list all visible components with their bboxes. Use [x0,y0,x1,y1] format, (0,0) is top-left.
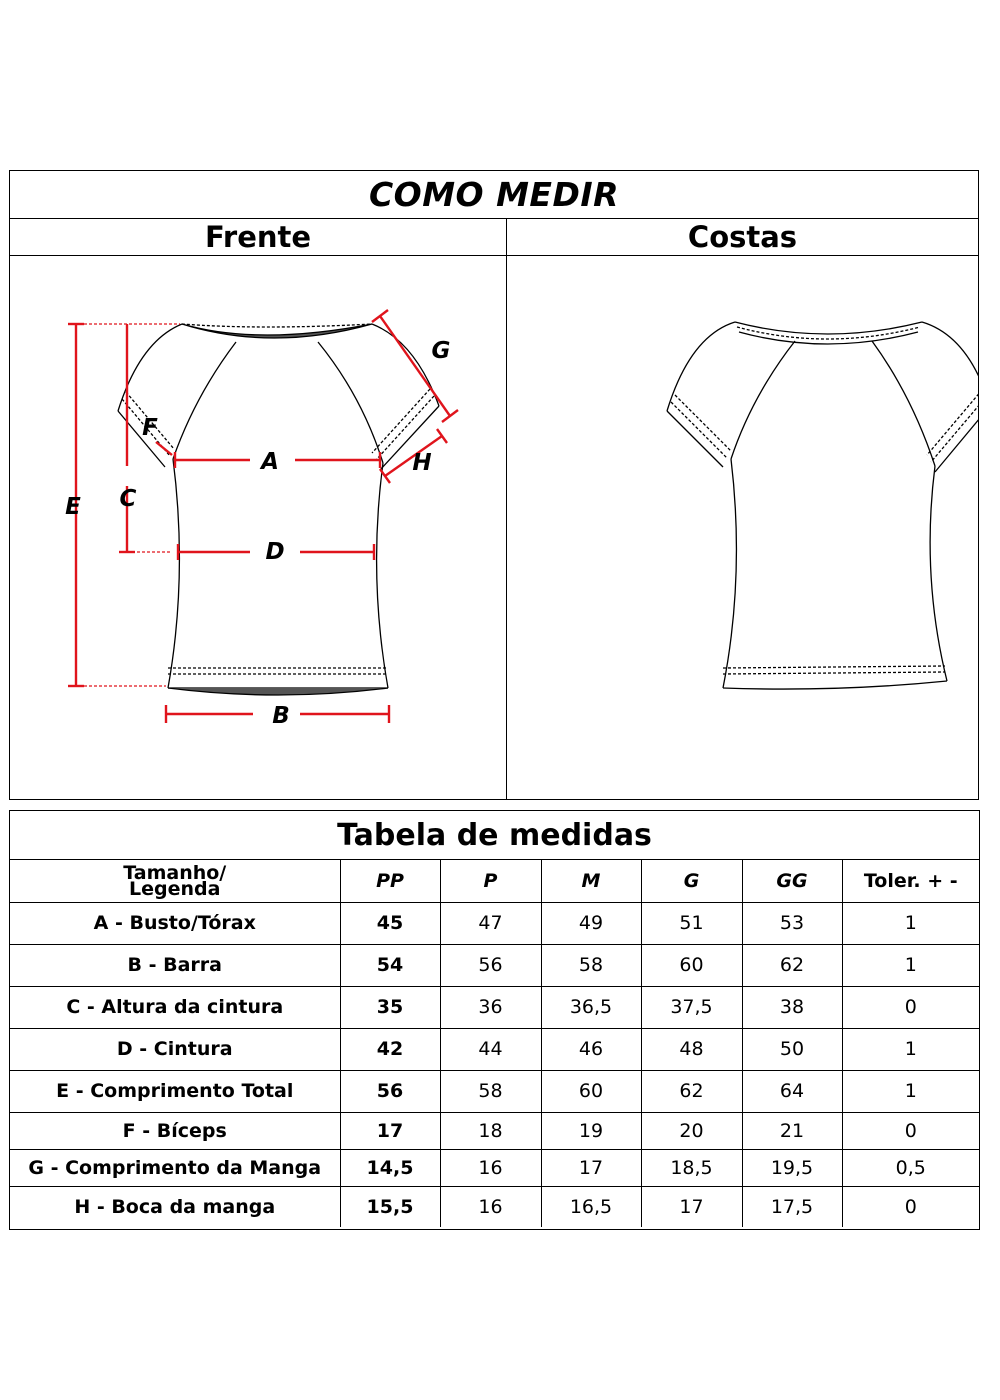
front-shirt-outline [118,324,439,695]
front-view-heading: Frente [10,219,507,256]
table-row [10,1112,979,1149]
size-header-g: G [641,860,742,902]
tolerance-cell: 0 [842,986,979,1028]
tolerance-cell: 0 [842,1112,979,1149]
size-table [10,860,979,1227]
measurement-label: H - Boca da manga [10,1186,340,1227]
size-value-cell: 51 [641,902,742,944]
size-header-row [10,860,979,902]
size-value-cell: 19,5 [742,1149,842,1186]
size-table-panel [9,810,980,1230]
tolerance-cell: 1 [842,944,979,986]
size-value-cell: 50 [742,1028,842,1070]
front-shirt-illustration [10,256,507,799]
table-row [10,902,979,944]
size-value-cell: 56 [440,944,541,986]
size-header-gg: GG [742,860,842,902]
size-legend-line2: Legenda [129,877,221,900]
table-row [10,944,979,986]
tolerance-header: Toler. + - [842,860,979,902]
size-value-cell: 16,5 [541,1186,641,1227]
measurement-label: D - Cintura [10,1028,340,1070]
size-value-cell: 15,5 [340,1186,440,1227]
back-shirt-illustration [507,256,978,799]
tolerance-cell: 0 [842,1186,979,1227]
size-value-cell: 18 [440,1112,541,1149]
size-value-cell: 35 [340,986,440,1028]
size-value-cell: 54 [340,944,440,986]
table-row [10,1149,979,1186]
back-shirt-outline [667,322,978,689]
size-value-cell: 17 [340,1112,440,1149]
size-value-cell: 64 [742,1070,842,1112]
size-value-cell: 60 [541,1070,641,1112]
tolerance-cell: 1 [842,1070,979,1112]
size-value-cell: 18,5 [641,1149,742,1186]
marker-d: D [265,539,285,565]
size-value-cell: 45 [340,902,440,944]
measurement-label: E - Comprimento Total [10,1070,340,1112]
size-value-cell: 37,5 [641,986,742,1028]
size-value-cell: 36 [440,986,541,1028]
size-table-body [10,902,979,1227]
marker-g: G [431,338,451,364]
marker-b: B [272,703,290,729]
how-to-measure-panel [9,170,979,800]
size-value-cell: 62 [742,944,842,986]
tolerance-cell: 0,5 [842,1149,979,1186]
marker-c: C [119,486,137,512]
marker-a: A [261,449,279,475]
size-header-pp: PP [340,860,440,902]
table-row [10,986,979,1028]
size-value-cell: 20 [641,1112,742,1149]
marker-e: E [65,494,81,520]
size-value-cell: 17 [541,1149,641,1186]
size-value-cell: 17,5 [742,1186,842,1227]
back-view-drawing [507,256,978,799]
size-header-p: P [440,860,541,902]
size-value-cell: 38 [742,986,842,1028]
size-value-cell: 56 [340,1070,440,1112]
table-row [10,1070,979,1112]
front-view-drawing [10,256,507,799]
measurement-label: A - Busto/Tórax [10,902,340,944]
size-value-cell: 46 [541,1028,641,1070]
size-value-cell: 48 [641,1028,742,1070]
size-value-cell: 58 [541,944,641,986]
measurement-label: C - Altura da cintura [10,986,340,1028]
size-value-cell: 49 [541,902,641,944]
how-to-measure-title: COMO MEDIR [10,171,978,219]
size-value-cell: 44 [440,1028,541,1070]
size-value-cell: 36,5 [541,986,641,1028]
size-value-cell: 16 [440,1149,541,1186]
size-value-cell: 53 [742,902,842,944]
tolerance-cell: 1 [842,902,979,944]
size-value-cell: 42 [340,1028,440,1070]
measurement-lines [68,310,458,723]
size-value-cell: 21 [742,1112,842,1149]
back-view-heading: Costas [507,219,978,256]
marker-h: H [412,450,432,476]
size-value-cell: 58 [440,1070,541,1112]
size-header-m: M [541,860,641,902]
table-row [10,1186,979,1227]
size-table-title: Tabela de medidas [10,811,979,860]
size-value-cell: 47 [440,902,541,944]
size-value-cell: 19 [541,1112,641,1149]
size-value-cell: 60 [641,944,742,986]
measurement-label: G - Comprimento da Manga [10,1149,340,1186]
size-value-cell: 62 [641,1070,742,1112]
size-value-cell: 16 [440,1186,541,1227]
marker-f: F [142,415,158,441]
size-legend-line1: Tamanho/ [123,861,227,884]
size-value-cell: 14,5 [340,1149,440,1186]
tolerance-cell: 1 [842,1028,979,1070]
size-value-cell: 17 [641,1186,742,1227]
size-legend-header [10,860,340,902]
measurement-label: F - Bíceps [10,1112,340,1149]
table-row [10,1028,979,1070]
measurement-label: B - Barra [10,944,340,986]
